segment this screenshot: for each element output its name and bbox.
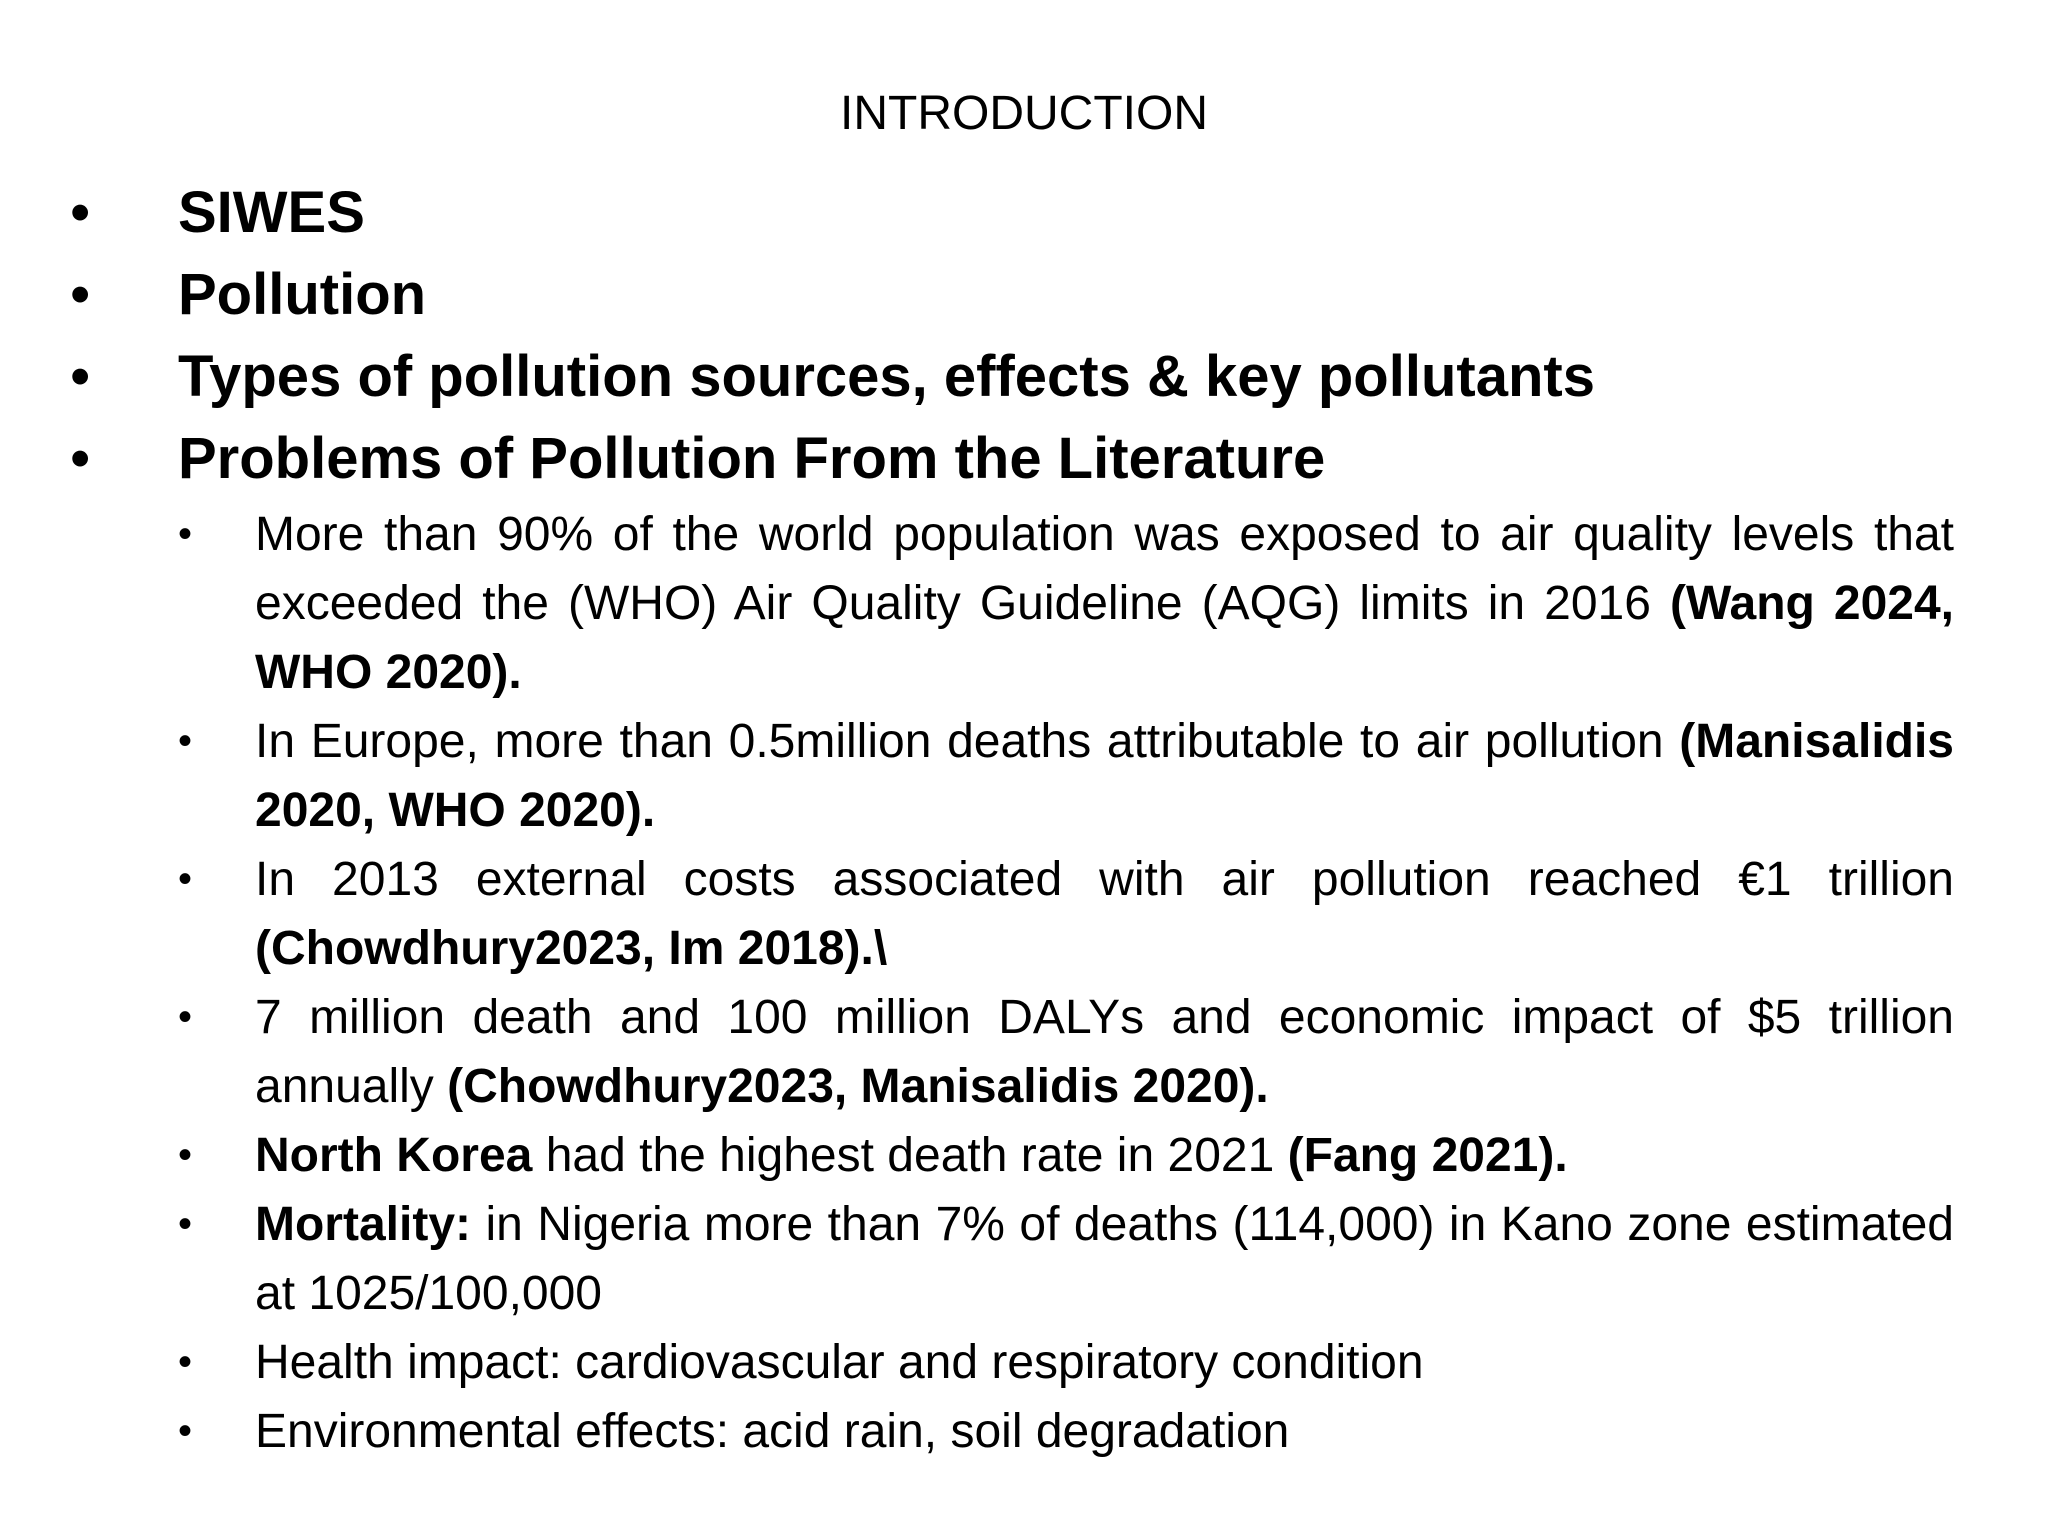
main-bullet-text: SIWES (178, 180, 365, 245)
bullet-icon: • (178, 1340, 193, 1384)
citation: (Fang 2021). (1287, 1129, 1568, 1182)
sub-bullet-text (255, 991, 1954, 1113)
main-bullet-item (70, 172, 1970, 254)
sub-bullet-segment: in Nigeria more than 7% of deaths (114,000) in Kano zone estimated at 1025/100,000 (255, 1198, 1954, 1320)
slide-title: INTRODUCTION (840, 87, 1208, 140)
main-bullet-text: Problems of Pollution From the Literature (178, 426, 1326, 491)
bullet-icon: • (178, 1202, 193, 1246)
sub-bullet-text (255, 1198, 1954, 1320)
bullet-icon: • (178, 995, 193, 1039)
citation: (Wang 2024, WHO 2020). (255, 577, 1954, 699)
sub-bullet-item (178, 983, 1954, 1121)
sub-bullet-item (178, 845, 1954, 983)
citation: (Chowdhury2023, Manisalidis 2020). (447, 1060, 1269, 1113)
sub-bullet-list (178, 500, 1954, 1466)
sub-bullet-segment: Environmental effects: acid rain, soil degradation (255, 1405, 1290, 1458)
highlight-term: Mortality: (255, 1198, 471, 1251)
main-bullet-text: Types of pollution sources, effects & key pollutants (178, 344, 1595, 409)
sub-bullet-text (255, 715, 1954, 837)
bullet-icon: • (178, 1133, 193, 1177)
sub-bullet-segment: had the highest death rate in 2021 (532, 1129, 1288, 1182)
main-bullet-text: Pollution (178, 262, 427, 327)
bullet-icon: • (178, 719, 193, 763)
sub-bullet-item (178, 1328, 1954, 1397)
sub-bullet-text (255, 1405, 1289, 1458)
sub-bullet-item (178, 500, 1954, 707)
sub-bullet-text (255, 1336, 1424, 1389)
bullet-icon: • (70, 426, 91, 491)
sub-bullet-segment: 7 million death and 100 million DALYs and economic impact of $5 trillion annually (255, 991, 1954, 1113)
sub-bullet-item (178, 1397, 1954, 1466)
main-bullet-item (70, 336, 1970, 418)
citation: (Manisalidis 2020, WHO 2020). (255, 715, 1954, 837)
sub-bullet-segment: In 2013 external costs associated with air pollution reached €1 trillion (255, 853, 1954, 906)
bullet-icon: • (70, 180, 91, 245)
sub-bullet-text (255, 508, 1954, 699)
sub-bullet-segment: More than 90% of the world population was exposed to air quality levels that exceeded the (WHO) Air Quality Guideline (AQG) limits in 2016 (255, 508, 1954, 630)
main-bullet-item (70, 254, 1970, 336)
sub-bullet-item (178, 707, 1954, 845)
sub-bullet-text (255, 853, 1954, 975)
bullet-icon: • (70, 344, 91, 409)
highlight-term: North Korea (255, 1129, 533, 1182)
citation: (Chowdhury2023, Im 2018).\ (255, 922, 888, 975)
sub-bullet-item (178, 1190, 1954, 1328)
bullet-icon: • (70, 262, 91, 327)
bullet-icon: • (178, 857, 193, 901)
sub-bullet-item (178, 1121, 1954, 1190)
sub-bullet-text (255, 1129, 1568, 1182)
sub-bullet-segment: Health impact: cardiovascular and respiratory condition (255, 1336, 1424, 1389)
main-bullet-list (70, 172, 1970, 500)
bullet-icon: • (178, 1409, 193, 1453)
main-bullet-item (70, 418, 1970, 500)
bullet-icon: • (178, 512, 193, 556)
sub-bullet-segment: In Europe, more than 0.5million deaths attributable to air pollution (255, 715, 1680, 768)
